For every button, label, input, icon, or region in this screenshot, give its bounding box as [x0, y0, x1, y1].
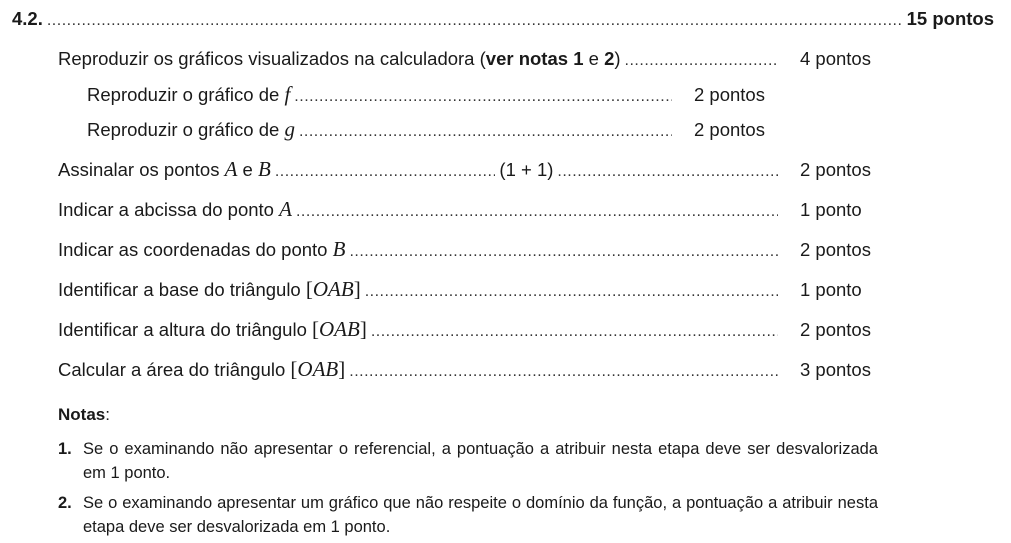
criterion-row	[58, 237, 878, 262]
sub-criterion-row	[87, 117, 774, 142]
note-number: 2.	[58, 494, 72, 512]
criterion-breakdown: (1 + 1)	[499, 159, 554, 180]
criterion-row	[58, 277, 878, 302]
criterion-text: Indicar a abcissa do ponto A	[58, 197, 292, 221]
criterion-points: 2 pontos	[694, 119, 765, 140]
leader-dots	[371, 323, 778, 341]
leader-dots	[365, 283, 778, 301]
section-header	[12, 8, 994, 30]
criterion-points: 4 pontos	[800, 48, 871, 69]
note-item	[58, 437, 878, 485]
leader-dots	[349, 363, 778, 381]
leader-dots	[294, 88, 672, 106]
criterion-text: Identificar a altura do triângulo [OAB]	[58, 317, 367, 341]
leader-dots	[275, 163, 496, 181]
criterion-points: 1 ponto	[800, 279, 862, 300]
leader-dots	[296, 203, 778, 221]
leader-dots	[47, 12, 903, 30]
criterion-text: Assinalar os pontos A e B	[58, 157, 271, 181]
criterion-points: 2 pontos	[694, 84, 765, 105]
section-number: 4.2.	[12, 8, 43, 29]
note-number: 1.	[58, 440, 72, 458]
criterion-row	[58, 357, 878, 382]
criterion-text: Reproduzir o gráfico de f	[87, 82, 291, 106]
criterion-row	[58, 157, 878, 182]
criterion-text: Identificar a base do triângulo [OAB]	[58, 277, 361, 301]
note-item	[58, 491, 878, 539]
leader-dots	[625, 52, 778, 70]
criterion-points: 3 pontos	[800, 359, 871, 380]
leader-dots	[557, 163, 778, 181]
criterion-text: Reproduzir os gráficos visualizados na calculadora (ver notas 1 e 2)	[58, 48, 621, 69]
criterion-row	[58, 197, 878, 222]
note-text: Se o examinando não apresentar o referencial, a pontuação a atribuir nesta etapa deve ser desvalorizada em 1 ponto.	[83, 440, 878, 482]
sub-criterion-row	[87, 82, 774, 107]
criterion-text: Calcular a área do triângulo [OAB]	[58, 357, 346, 381]
criterion-row	[58, 48, 878, 70]
note-text: Se o examinando apresentar um gráfico que não respeite o domínio da função, a pontuação a atribuir nesta etapa deve ser desvalorizada em 1 ponto.	[83, 494, 878, 536]
leader-dots	[349, 243, 778, 261]
notes-heading: Notas:	[58, 405, 110, 424]
criterion-points: 2 pontos	[800, 239, 871, 260]
criterion-text: Indicar as coordenadas do ponto B	[58, 237, 346, 261]
criterion-points: 1 ponto	[800, 199, 862, 220]
section-points: 15 pontos	[906, 8, 994, 29]
criterion-row	[58, 317, 878, 342]
leader-dots	[299, 123, 672, 141]
criterion-text: Reproduzir o gráfico de g	[87, 117, 295, 141]
criterion-points: 2 pontos	[800, 319, 871, 340]
criterion-points: 2 pontos	[800, 159, 871, 180]
